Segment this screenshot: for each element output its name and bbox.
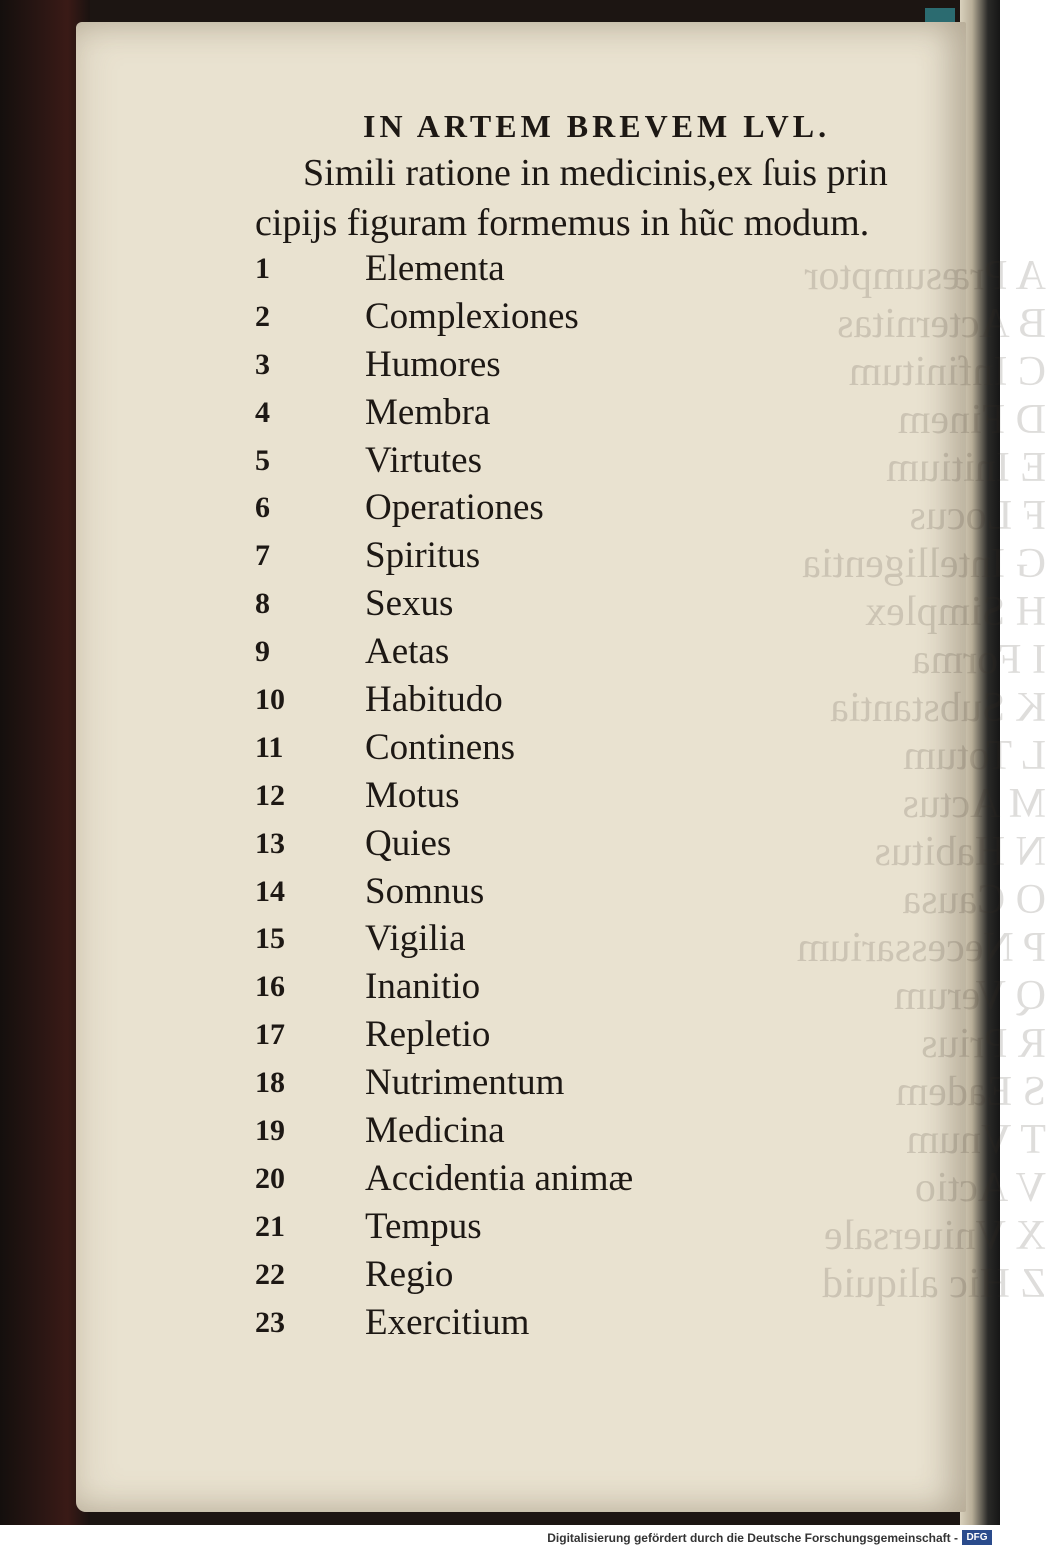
list-item	[255, 484, 855, 532]
item-number: 2	[255, 299, 270, 333]
item-term: Quies	[365, 822, 452, 864]
item-term: Nutrimentum	[365, 1062, 565, 1104]
item-term: Continens	[365, 726, 516, 768]
list-item	[255, 389, 855, 437]
item-number: 7	[255, 539, 270, 573]
item-term: Accidentia animæ	[365, 1157, 634, 1199]
list-item	[255, 724, 855, 772]
list-item	[255, 532, 855, 580]
dfg-logo-icon: DFG	[962, 1530, 992, 1545]
item-number: 17	[255, 1018, 285, 1052]
item-number: 10	[255, 683, 285, 717]
item-term: Operationes	[365, 487, 544, 529]
item-number: 9	[255, 635, 270, 669]
list-item	[255, 1107, 855, 1155]
item-number: 16	[255, 970, 285, 1004]
item-number: 20	[255, 1161, 285, 1195]
item-number: 4	[255, 395, 270, 429]
list-item	[255, 963, 855, 1011]
list-item	[255, 1299, 855, 1347]
list-item	[255, 580, 855, 628]
intro-line: Simili ratione in medicinis,ex ſuis prin	[303, 152, 888, 194]
item-number: 11	[255, 730, 284, 764]
principles-list	[255, 245, 855, 1346]
item-term: Aetas	[365, 631, 450, 673]
list-item	[255, 1203, 855, 1251]
item-term: Humores	[365, 343, 501, 385]
item-number: 1	[255, 252, 270, 285]
item-term: Inanitio	[365, 966, 481, 1008]
item-number: 19	[255, 1114, 285, 1148]
list-item	[255, 293, 855, 341]
intro-paragraph	[255, 148, 965, 248]
item-term: Complexiones	[365, 295, 579, 337]
list-item	[255, 628, 855, 676]
item-term: Sexus	[365, 583, 454, 625]
item-number: 12	[255, 778, 285, 812]
list-item	[255, 772, 855, 820]
item-term: Medicina	[365, 1110, 505, 1152]
list-item	[255, 341, 855, 389]
item-term: Regio	[365, 1253, 454, 1295]
item-term: Vigilia	[365, 918, 466, 960]
item-term: Virtutes	[365, 439, 482, 481]
funding-credit: Digitalisierung gefördert durch die Deutsche Forschungsgemeinschaft -	[547, 1531, 958, 1545]
item-number: 5	[255, 443, 270, 477]
item-number: 22	[255, 1257, 285, 1291]
item-number: 6	[255, 491, 270, 525]
list-item	[255, 915, 855, 963]
list-item	[255, 437, 855, 485]
footer-bar	[0, 1525, 1000, 1551]
item-number: 18	[255, 1066, 285, 1100]
show-through-text: A Præsumptor B Acternitas C Infinitum D Finem E Initium F Locus G Intelligentia H Simplex I K Substantia L Totum M Actus N Habitus O Causa P Necessarium Q Verum R Prius S Eadem T Vnum V Actio X Vniuersale Z Hic aliquid	[796, 253, 1046, 1307]
item-term: Elementa	[365, 248, 505, 289]
item-number: 15	[255, 922, 285, 956]
item-term: Exercitium	[365, 1301, 530, 1343]
item-term: Spiritus	[365, 535, 481, 577]
running-head: IN ARTEM BREVEM LVL.	[363, 108, 831, 144]
page-edge	[960, 0, 1000, 1525]
list-item	[255, 676, 855, 724]
item-term: Membra	[365, 391, 491, 433]
item-term: Repletio	[365, 1014, 491, 1056]
list-item	[255, 1251, 855, 1299]
list-item	[255, 1059, 855, 1107]
list-item	[255, 820, 855, 868]
intro-line: cipijs figuram formemus in hũc modum.	[255, 202, 870, 244]
item-number: 21	[255, 1209, 285, 1243]
item-number: 14	[255, 874, 285, 908]
item-term: Somnus	[365, 870, 485, 912]
item-term: Motus	[365, 774, 460, 816]
item-term: Habitudo	[365, 679, 503, 721]
item-number: 13	[255, 826, 285, 860]
list-item	[255, 1155, 855, 1203]
list-item	[255, 868, 855, 916]
item-number: 23	[255, 1305, 285, 1339]
item-number: 3	[255, 347, 270, 381]
item-term: Tempus	[365, 1205, 482, 1247]
list-item	[255, 245, 855, 293]
item-number: 8	[255, 587, 270, 621]
list-item	[255, 1011, 855, 1059]
